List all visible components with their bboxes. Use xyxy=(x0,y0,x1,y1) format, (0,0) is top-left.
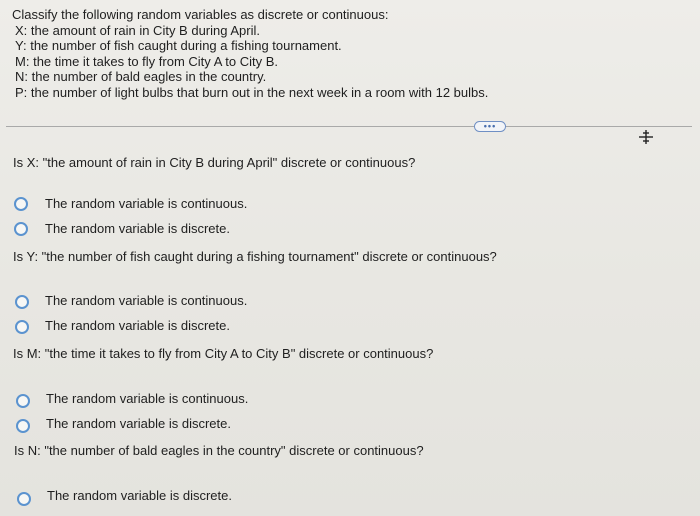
option-n-discrete-label[interactable]: The random variable is discrete. xyxy=(47,488,232,503)
variable-text: the number of fish caught during a fishing tournament. xyxy=(30,38,342,53)
radio-x-continuous[interactable] xyxy=(14,197,28,211)
variable-text: the time it takes to fly from City A to City B. xyxy=(33,53,278,69)
radio-y-discrete[interactable] xyxy=(15,320,29,334)
option-y-continuous-label[interactable]: The random variable is continuous. xyxy=(45,293,248,308)
variable-text: the number of bald eagles in the country. xyxy=(31,69,267,84)
problem-title: Classify the following random variables as discrete or continuous: xyxy=(12,7,389,22)
variable-key: X: xyxy=(15,22,28,38)
option-m-discrete-label[interactable]: The random variable is discrete. xyxy=(46,416,231,431)
option-x-discrete-label[interactable]: The random variable is discrete. xyxy=(45,221,230,236)
option-m-continuous-label[interactable]: The random variable is continuous. xyxy=(46,391,249,406)
variable-key: P: xyxy=(15,84,28,100)
radio-n-discrete[interactable] xyxy=(17,492,31,506)
radio-m-continuous[interactable] xyxy=(16,394,30,408)
option-y-discrete-label[interactable]: The random variable is discrete. xyxy=(45,318,230,333)
variable-key: N: xyxy=(15,69,28,84)
question-m-prompt: Is M: "the time it takes to fly from City A to City B" discrete or continuous? xyxy=(13,346,434,361)
variable-text: the amount of rain in City B during April. xyxy=(30,22,260,38)
variable-key: M: xyxy=(15,53,30,69)
move-icon[interactable] xyxy=(638,129,654,145)
section-divider xyxy=(6,126,692,127)
variable-key: Y: xyxy=(15,38,27,53)
variable-x xyxy=(12,23,488,39)
question-y-prompt: Is Y: "the number of fish caught during a fishing tournament" discrete or continuous? xyxy=(13,249,497,264)
variable-m xyxy=(12,54,488,70)
option-x-continuous-label[interactable]: The random variable is continuous. xyxy=(45,196,248,211)
variable-y xyxy=(12,38,488,54)
variable-p xyxy=(12,85,488,101)
problem-statement xyxy=(12,7,488,100)
variable-text: the number of light bulbs that burn out in the next week in a room with 12 bulbs. xyxy=(30,84,489,100)
radio-m-discrete[interactable] xyxy=(16,419,30,433)
expand-more-button[interactable]: ••• xyxy=(474,121,506,132)
variable-n xyxy=(12,69,488,85)
radio-y-continuous[interactable] xyxy=(15,295,29,309)
question-x-prompt: Is X: "the amount of rain in City B during April" discrete or continuous? xyxy=(13,155,416,170)
question-n-prompt: Is N: "the number of bald eagles in the country" discrete or continuous? xyxy=(14,443,424,458)
radio-x-discrete[interactable] xyxy=(14,222,28,236)
